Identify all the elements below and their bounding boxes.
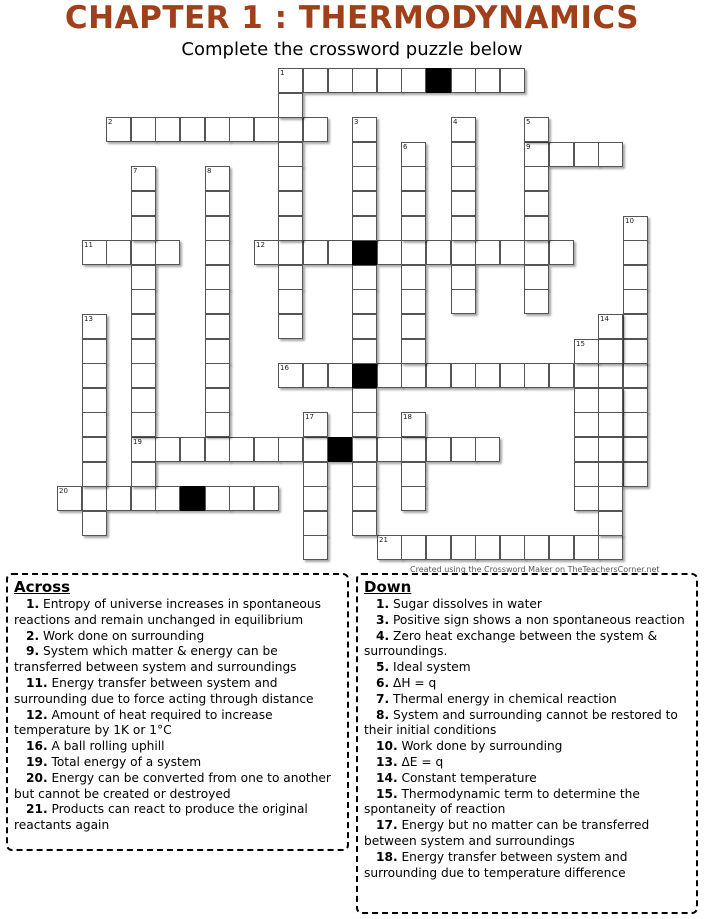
crossword-cell[interactable] <box>377 240 402 265</box>
crossword-cell[interactable] <box>524 535 549 560</box>
crossword-cell[interactable] <box>623 314 648 339</box>
across-clue <box>14 629 341 645</box>
cell-number: 9 <box>526 143 531 151</box>
crossword-cell[interactable] <box>254 486 279 511</box>
across-clue <box>14 708 341 740</box>
crossword-cell[interactable] <box>229 486 254 511</box>
crossword-cell[interactable] <box>57 486 82 511</box>
clue-number: 15. <box>376 786 398 801</box>
crossword-cell[interactable] <box>377 68 402 93</box>
crossword-cell[interactable] <box>303 68 328 93</box>
crossword-cell[interactable] <box>180 117 205 142</box>
cell-number: 6 <box>403 143 408 151</box>
crossword-cell[interactable] <box>278 437 303 462</box>
crossword-cell[interactable] <box>475 68 500 93</box>
crossword-cell[interactable] <box>598 437 623 462</box>
crossword-cell[interactable] <box>426 437 451 462</box>
crossword-cell[interactable] <box>451 535 476 560</box>
crossword-cell[interactable] <box>574 339 599 364</box>
cell-number: 21 <box>379 536 388 544</box>
clue-text: ΔH = q <box>393 675 437 690</box>
cell-number: 15 <box>576 340 585 348</box>
crossword-cell[interactable] <box>623 388 648 413</box>
crossword-cell[interactable] <box>82 412 107 437</box>
crossword-cell[interactable] <box>205 265 230 290</box>
crossword-cell[interactable] <box>524 191 549 216</box>
crossword-cell[interactable] <box>426 240 451 265</box>
clue-text: Work done by surrounding <box>401 739 563 754</box>
down-clue <box>364 708 690 740</box>
crossword-cell[interactable] <box>377 437 402 462</box>
crossword-cell[interactable] <box>401 535 426 560</box>
crossword-cell[interactable] <box>549 240 574 265</box>
clue-text: Energy can be converted from one to another but cannot be created or destroyed <box>14 770 331 801</box>
crossword-cell[interactable] <box>500 363 525 388</box>
clue-number: 6. <box>376 675 390 690</box>
crossword-cell[interactable] <box>401 68 426 93</box>
crossword-cell[interactable] <box>451 289 476 314</box>
crossword-cell[interactable] <box>106 117 131 142</box>
down-clue <box>364 597 690 613</box>
cell-number: 13 <box>84 315 93 323</box>
crossword-cell[interactable] <box>303 412 328 437</box>
crossword-cell[interactable] <box>426 363 451 388</box>
crossword-cell[interactable] <box>623 265 648 290</box>
crossword-cell[interactable] <box>278 363 303 388</box>
crossword-cell[interactable] <box>451 68 476 93</box>
crossword-cell[interactable] <box>574 535 599 560</box>
clue-text: Positive sign shows a non spontaneous reaction <box>393 612 685 627</box>
clue-text: System and surrounding cannot be restored to their initial conditions <box>364 707 678 738</box>
crossword-cell[interactable] <box>205 339 230 364</box>
crossword-cell[interactable] <box>82 240 107 265</box>
crossword-block-cell <box>352 363 377 388</box>
crossword-cell[interactable] <box>131 388 156 413</box>
clue-text: Thermal energy in chemical reaction <box>393 691 617 706</box>
crossword-cell[interactable] <box>401 265 426 290</box>
clue-text: Energy but no matter can be transferred between system and surroundings <box>364 818 650 848</box>
clue-text: Entropy of universe increases in spontaneous reactions and remain unchanged in equilibrium <box>14 597 321 627</box>
down-clue <box>364 818 690 850</box>
crossword-cell[interactable] <box>598 314 623 339</box>
crossword-cell[interactable] <box>278 68 303 93</box>
clue-number: 20. <box>26 770 48 785</box>
crossword-cell[interactable] <box>205 314 230 339</box>
crossword-cell[interactable] <box>401 240 426 265</box>
crossword-cell[interactable] <box>205 289 230 314</box>
clue-text: Amount of heat required to increase temperature by 1K or 1°C <box>14 707 273 738</box>
cell-number: 2 <box>108 118 113 126</box>
crossword-cell[interactable] <box>524 265 549 290</box>
crossword-cell[interactable] <box>278 142 303 167</box>
clue-text: Ideal system <box>393 660 471 675</box>
crossword-cell[interactable] <box>254 117 279 142</box>
crossword-cell[interactable] <box>451 216 476 241</box>
clue-number: 1. <box>26 597 40 611</box>
clue-number: 8. <box>376 707 390 722</box>
crossword-cell[interactable] <box>352 339 377 364</box>
crossword-cell[interactable] <box>352 265 377 290</box>
crossword-cell[interactable] <box>623 437 648 462</box>
clue-text: Thermodynamic term to determine the spontaneity of reaction <box>364 786 640 817</box>
clue-text: Energy transfer between system and surrounding due to force acting through distance <box>14 675 314 706</box>
crossword-cell[interactable] <box>598 388 623 413</box>
clue-number: 16. <box>26 739 48 754</box>
crossword-cell[interactable] <box>303 535 328 560</box>
clue-number: 9. <box>26 644 40 659</box>
clue-number: 13. <box>376 754 398 769</box>
crossword-cell[interactable] <box>574 412 599 437</box>
cell-number: 3 <box>354 118 359 126</box>
crossword-cell[interactable] <box>328 363 353 388</box>
across-heading: Across <box>14 578 71 596</box>
crossword-cell[interactable] <box>401 339 426 364</box>
crossword-cell[interactable] <box>426 535 451 560</box>
crossword-cell[interactable] <box>524 216 549 241</box>
clue-text: System which matter & energy can be transferred between system and surroundings <box>14 644 297 675</box>
crossword-cell[interactable] <box>451 117 476 142</box>
crossword-cell[interactable] <box>475 535 500 560</box>
down-clue <box>364 660 690 676</box>
crossword-cell[interactable] <box>623 240 648 265</box>
crossword-cell[interactable] <box>598 339 623 364</box>
clue-text: Zero heat exchange between the system & surroundings. <box>364 628 658 659</box>
page-subtitle: Complete the crossword puzzle below <box>181 39 523 60</box>
crossword-cell[interactable] <box>352 437 377 462</box>
clue-number: 5. <box>376 660 390 675</box>
crossword-cell[interactable] <box>82 388 107 413</box>
cell-number: 19 <box>133 438 142 446</box>
crossword-cell[interactable] <box>278 117 303 142</box>
crossword-cell[interactable] <box>352 486 377 511</box>
crossword-cell[interactable] <box>278 93 303 118</box>
clue-number: 12. <box>26 707 48 722</box>
crossword-cell[interactable] <box>352 68 377 93</box>
crossword-cell[interactable] <box>451 240 476 265</box>
crossword-cell[interactable] <box>205 437 230 462</box>
crossword-cell[interactable] <box>278 166 303 191</box>
cell-number: 4 <box>453 118 458 126</box>
cell-number: 8 <box>207 167 212 175</box>
across-clue <box>14 676 341 708</box>
across-clue <box>14 644 341 676</box>
crossword-cell[interactable] <box>352 191 377 216</box>
crossword-cell[interactable] <box>82 511 107 536</box>
cell-number: 17 <box>305 413 314 421</box>
crossword-cell[interactable] <box>352 289 377 314</box>
crossword-cell[interactable] <box>278 314 303 339</box>
crossword-cell[interactable] <box>352 412 377 437</box>
crossword-cell[interactable] <box>328 68 353 93</box>
crossword-cell[interactable] <box>352 462 377 487</box>
down-clue <box>364 739 690 755</box>
crossword-cell[interactable] <box>524 142 549 167</box>
crossword-cell[interactable] <box>475 240 500 265</box>
clue-number: 19. <box>26 754 48 769</box>
down-clue <box>364 771 690 787</box>
across-clue <box>14 739 341 755</box>
crossword-cell[interactable] <box>131 166 156 191</box>
across-clue-list <box>14 597 341 834</box>
crossword-block-cell <box>352 240 377 265</box>
crossword-cell[interactable] <box>278 265 303 290</box>
crossword-cell[interactable] <box>82 437 107 462</box>
crossword-cell[interactable] <box>500 240 525 265</box>
crossword-cell[interactable] <box>352 511 377 536</box>
down-clue <box>364 613 690 629</box>
crossword-cell[interactable] <box>131 486 156 511</box>
across-clue <box>14 802 341 834</box>
crossword-cell[interactable] <box>574 142 599 167</box>
crossword-cell[interactable] <box>352 216 377 241</box>
down-clues-panel <box>356 573 698 914</box>
crossword-cell[interactable] <box>155 486 180 511</box>
crossword-cell[interactable] <box>131 117 156 142</box>
crossword-cell[interactable] <box>352 314 377 339</box>
down-clue <box>364 850 690 882</box>
clue-text: Work done on surrounding <box>43 628 205 643</box>
crossword-cell[interactable] <box>82 486 107 511</box>
crossword-cell[interactable] <box>377 535 402 560</box>
crossword-cell[interactable] <box>131 240 156 265</box>
crossword-cell[interactable] <box>155 117 180 142</box>
crossword-cell[interactable] <box>82 339 107 364</box>
clue-text: Energy transfer between system and surrounding due to temperature difference <box>364 849 628 880</box>
crossword-cell[interactable] <box>131 265 156 290</box>
crossword-cell[interactable] <box>574 462 599 487</box>
crossword-cell[interactable] <box>623 462 648 487</box>
clue-text: ΔE = q <box>401 754 444 769</box>
crossword-cell[interactable] <box>401 166 426 191</box>
crossword-cell[interactable] <box>303 363 328 388</box>
crossword-cell[interactable] <box>131 339 156 364</box>
crossword-cell[interactable] <box>524 117 549 142</box>
crossword-cell[interactable] <box>328 240 353 265</box>
cell-number: 20 <box>59 487 68 495</box>
down-clue <box>364 676 690 692</box>
crossword-cell[interactable] <box>278 216 303 241</box>
crossword-cell[interactable] <box>451 142 476 167</box>
down-clue-list <box>364 597 690 881</box>
crossword-cell[interactable] <box>598 412 623 437</box>
clue-number: 14. <box>376 770 398 785</box>
crossword-cell[interactable] <box>524 166 549 191</box>
crossword-cell[interactable] <box>524 363 549 388</box>
crossword-cell[interactable] <box>401 437 426 462</box>
crossword-cell[interactable] <box>82 314 107 339</box>
crossword-cell[interactable] <box>205 388 230 413</box>
crossword-cell[interactable] <box>131 289 156 314</box>
clue-number: 10. <box>376 739 398 754</box>
cell-number: 12 <box>256 241 265 249</box>
crossword-cell[interactable] <box>303 437 328 462</box>
crossword-cell[interactable] <box>131 216 156 241</box>
down-heading: Down <box>364 578 412 596</box>
crossword-cell[interactable] <box>401 462 426 487</box>
crossword-cell[interactable] <box>598 486 623 511</box>
crossword-cell[interactable] <box>623 412 648 437</box>
clue-number: 17. <box>376 818 398 833</box>
crossword-cell[interactable] <box>352 388 377 413</box>
crossword-cell[interactable] <box>401 191 426 216</box>
crossword-cell[interactable] <box>574 363 599 388</box>
across-clue <box>14 771 341 803</box>
clue-number: 4. <box>376 628 390 643</box>
crossword-cell[interactable] <box>229 437 254 462</box>
down-clue <box>364 692 690 708</box>
cell-number: 1 <box>280 69 285 77</box>
crossword-cell[interactable] <box>352 142 377 167</box>
cell-number: 16 <box>280 364 289 372</box>
crossword-cell[interactable] <box>451 166 476 191</box>
crossword-cell[interactable] <box>303 511 328 536</box>
crossword-cell[interactable] <box>205 191 230 216</box>
crossword-cell[interactable] <box>131 412 156 437</box>
crossword-cell[interactable] <box>598 462 623 487</box>
crossword-cell[interactable] <box>549 363 574 388</box>
crossword-cell[interactable] <box>229 117 254 142</box>
crossword-cell[interactable] <box>377 363 402 388</box>
cell-number: 10 <box>625 217 634 225</box>
crossword-cell[interactable] <box>598 363 623 388</box>
crossword-cell[interactable] <box>401 314 426 339</box>
crossword-cell[interactable] <box>303 486 328 511</box>
clue-number: 11. <box>26 675 48 690</box>
crossword-block-cell <box>328 437 353 462</box>
crossword-cell[interactable] <box>131 314 156 339</box>
crossword-cell[interactable] <box>205 240 230 265</box>
clue-number: 7. <box>376 691 390 706</box>
crossword-cell[interactable] <box>303 462 328 487</box>
crossword-cell[interactable] <box>500 535 525 560</box>
crossword-cell[interactable] <box>254 437 279 462</box>
crossword-cell[interactable] <box>278 191 303 216</box>
crossword-cell[interactable] <box>524 240 549 265</box>
crossword-cell[interactable] <box>524 289 549 314</box>
crossword-cell[interactable] <box>131 363 156 388</box>
clue-text: Total energy of a system <box>51 754 202 769</box>
credit-text: Created using the Crossword Maker on TheTeachersCorner.net <box>410 565 660 574</box>
crossword-cell[interactable] <box>549 142 574 167</box>
crossword-cell[interactable] <box>451 191 476 216</box>
crossword-block-cell <box>426 68 451 93</box>
crossword-cell[interactable] <box>205 117 230 142</box>
clue-text: Constant temperature <box>401 770 537 785</box>
crossword-cell[interactable] <box>205 486 230 511</box>
crossword-cell[interactable] <box>623 289 648 314</box>
down-clue <box>364 629 690 661</box>
crossword-cell[interactable] <box>598 535 623 560</box>
across-clues-panel <box>6 573 349 851</box>
crossword-block-cell <box>180 486 205 511</box>
crossword-cell[interactable] <box>254 240 279 265</box>
crossword-cell[interactable] <box>475 363 500 388</box>
crossword-cell[interactable] <box>574 388 599 413</box>
cell-number: 7 <box>133 167 138 175</box>
crossword-cell[interactable] <box>278 289 303 314</box>
crossword-cell[interactable] <box>475 437 500 462</box>
across-clue <box>14 597 341 629</box>
cell-number: 11 <box>84 241 93 249</box>
crossword-cell[interactable] <box>401 289 426 314</box>
crossword-cell[interactable] <box>205 216 230 241</box>
crossword-cell[interactable] <box>131 191 156 216</box>
cell-number: 14 <box>600 315 609 323</box>
crossword-cell[interactable] <box>451 363 476 388</box>
page-title: CHAPTER 1 : THERMODYNAMICS <box>64 0 640 36</box>
crossword-cell[interactable] <box>352 117 377 142</box>
crossword-cell[interactable] <box>131 462 156 487</box>
crossword-cell[interactable] <box>155 437 180 462</box>
crossword-cell[interactable] <box>303 240 328 265</box>
crossword-cell[interactable] <box>401 142 426 167</box>
crossword-cell[interactable] <box>500 68 525 93</box>
clue-number: 18. <box>376 849 398 864</box>
across-clue <box>14 755 341 771</box>
clue-number: 21. <box>26 802 48 817</box>
crossword-cell[interactable] <box>205 166 230 191</box>
crossword-cell[interactable] <box>623 216 648 241</box>
crossword-cell[interactable] <box>574 486 599 511</box>
cell-number: 5 <box>526 118 531 126</box>
crossword-cell[interactable] <box>82 363 107 388</box>
crossword-cell[interactable] <box>451 265 476 290</box>
down-clue <box>364 755 690 771</box>
crossword-cell[interactable] <box>451 437 476 462</box>
crossword-cell[interactable] <box>106 486 131 511</box>
cell-number: 18 <box>403 413 412 421</box>
crossword-cell[interactable] <box>303 117 328 142</box>
crossword-cell[interactable] <box>574 437 599 462</box>
crossword-cell[interactable] <box>205 363 230 388</box>
crossword-cell[interactable] <box>401 486 426 511</box>
crossword-cell[interactable] <box>155 240 180 265</box>
crossword-cell[interactable] <box>623 363 648 388</box>
clue-text: A ball rolling uphill <box>51 739 165 754</box>
crossword-cell[interactable] <box>205 412 230 437</box>
crossword-cell[interactable] <box>106 240 131 265</box>
crossword-cell[interactable] <box>623 339 648 364</box>
down-clue <box>364 787 690 819</box>
clue-text: Sugar dissolves in water <box>393 597 542 611</box>
crossword-cell[interactable] <box>401 216 426 241</box>
clue-number: 2. <box>26 628 40 643</box>
crossword-cell[interactable] <box>180 437 205 462</box>
crossword-cell[interactable] <box>82 462 107 487</box>
clue-text: Products can react to produce the original reactants again <box>14 802 308 833</box>
crossword-cell[interactable] <box>401 363 426 388</box>
crossword-cell[interactable] <box>598 142 623 167</box>
crossword-cell[interactable] <box>352 166 377 191</box>
clue-number: 1. <box>376 597 390 611</box>
crossword-cell[interactable] <box>598 511 623 536</box>
crossword-cell[interactable] <box>549 535 574 560</box>
crossword-cell[interactable] <box>278 240 303 265</box>
crossword-cell[interactable] <box>131 437 156 462</box>
crossword-cell[interactable] <box>401 412 426 437</box>
clue-number: 3. <box>376 612 390 627</box>
